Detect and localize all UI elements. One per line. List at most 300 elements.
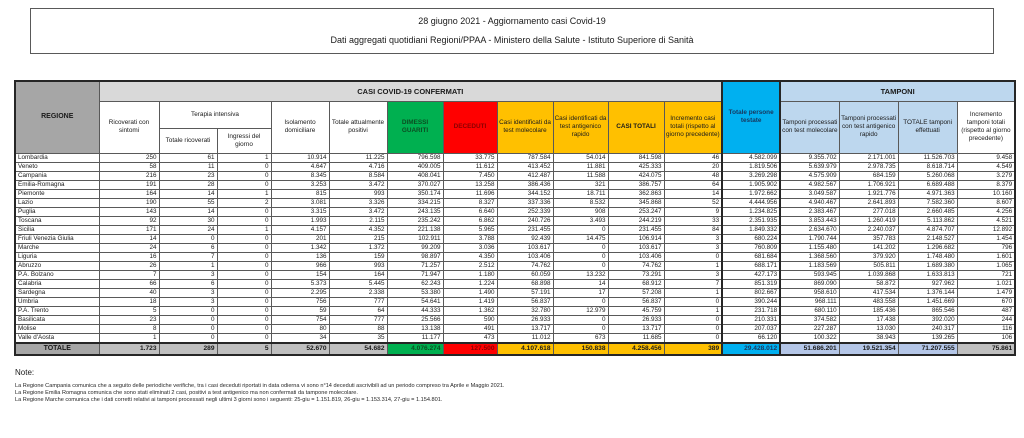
region-name-cell: Friuli Venezia Giulia (15, 234, 99, 243)
table-row (15, 153, 1015, 162)
value-cell: 3 (159, 270, 217, 279)
value-cell: 103.406 (608, 252, 664, 261)
value-cell: 1.039.868 (839, 270, 898, 279)
value-cell: 688.171 (722, 261, 780, 270)
value-cell: 1.376.144 (898, 288, 957, 297)
value-cell: 379.920 (839, 252, 898, 261)
value-cell: 14 (159, 189, 217, 198)
value-cell: 92.439 (497, 234, 553, 243)
table-row (15, 225, 1015, 234)
value-cell: 59 (271, 306, 329, 315)
value-cell: 164 (99, 189, 159, 198)
value-cell: 2.240.037 (839, 225, 898, 234)
table-row (15, 243, 1015, 252)
value-cell: 2.641.893 (839, 198, 898, 207)
value-cell: 53.380 (387, 288, 443, 297)
value-cell: 754 (271, 315, 329, 324)
value-cell: 9 (664, 207, 722, 216)
value-cell: 74.762 (608, 261, 664, 270)
total-value-cell: 51.686.201 (780, 343, 839, 355)
table-row (15, 171, 1015, 180)
region-name-cell: Veneto (15, 162, 99, 171)
value-cell: 18.711 (553, 189, 608, 198)
value-cell: 1.706.921 (839, 180, 898, 189)
value-cell: 3 (159, 297, 217, 306)
value-cell: 8 (99, 324, 159, 333)
column-header-tamponi-antigenico: Tamponi processati con test antigenico rapido (839, 101, 898, 153)
table-row (15, 207, 1015, 216)
value-cell: 0 (553, 297, 608, 306)
value-cell: 13.030 (839, 324, 898, 333)
value-cell: 1.180 (443, 270, 497, 279)
value-cell: 102.911 (387, 234, 443, 243)
value-cell: 2.148.527 (898, 234, 957, 243)
value-cell: 1.419 (443, 297, 497, 306)
total-value-cell: 5 (217, 343, 271, 355)
value-cell: 10.160 (957, 189, 1015, 198)
value-cell: 2.978.735 (839, 162, 898, 171)
value-cell: 33.775 (443, 153, 497, 162)
value-cell: 88 (329, 324, 387, 333)
table-total-row-container (15, 343, 1015, 355)
value-cell: 1.819.506 (722, 162, 780, 171)
value-cell: 215 (329, 234, 387, 243)
group-header-tamponi: TAMPONI (780, 81, 1015, 101)
value-cell: 221.138 (387, 225, 443, 234)
value-cell: 8.618.714 (898, 162, 957, 171)
value-cell: 33 (664, 216, 722, 225)
value-cell: 231.455 (497, 225, 553, 234)
table-row (15, 270, 1015, 279)
value-cell: 3.081 (271, 198, 329, 207)
value-cell: 1.633.813 (898, 270, 957, 279)
value-cell: 9.355.702 (780, 153, 839, 162)
region-name-cell: Liguria (15, 252, 99, 261)
value-cell: 0 (217, 216, 271, 225)
value-cell: 44.333 (387, 306, 443, 315)
value-cell: 1.748.480 (898, 252, 957, 261)
total-value-cell: 75.861 (957, 343, 1015, 355)
value-cell: 13.232 (553, 270, 608, 279)
value-cell: 13.717 (497, 324, 553, 333)
value-cell: 0 (217, 180, 271, 189)
value-cell: 409.005 (387, 162, 443, 171)
value-cell: 14 (553, 279, 608, 288)
value-cell: 231.718 (722, 306, 780, 315)
value-cell: 2 (217, 198, 271, 207)
value-cell: 1.849.332 (722, 225, 780, 234)
value-cell: 244 (957, 315, 1015, 324)
value-cell: 0 (217, 207, 271, 216)
value-cell: 210.331 (722, 315, 780, 324)
value-cell: 4.874.707 (898, 225, 957, 234)
table-row (15, 261, 1015, 270)
value-cell: 1.905.902 (722, 180, 780, 189)
column-header-totale-ricoverati: Totale ricoverati (159, 128, 217, 153)
value-cell: 958.610 (780, 288, 839, 297)
value-cell: 14 (664, 189, 722, 198)
value-cell: 62.243 (387, 279, 443, 288)
column-header-ricoverati-con-sintomi: Ricoverati con sintomi (99, 101, 159, 153)
value-cell: 17.438 (839, 315, 898, 324)
value-cell: 4.716 (329, 162, 387, 171)
value-cell: 57.191 (497, 288, 553, 297)
value-cell: 491 (443, 324, 497, 333)
value-cell: 334.215 (387, 198, 443, 207)
value-cell: 408.041 (387, 171, 443, 180)
value-cell: 3.269.298 (722, 171, 780, 180)
value-cell: 45.759 (608, 306, 664, 315)
value-cell: 1 (664, 261, 722, 270)
value-cell: 0 (217, 162, 271, 171)
value-cell: 3.315 (271, 207, 329, 216)
value-cell: 5.445 (329, 279, 387, 288)
value-cell: 1.490 (443, 288, 497, 297)
total-value-cell: 389 (664, 343, 722, 355)
group-header-casi-confermati: CASI COVID-19 CONFERMATI (99, 81, 722, 101)
report-date-title: 28 giugno 2021 - Aggiornamento casi Covid-19 (418, 16, 606, 26)
value-cell: 185.436 (839, 306, 898, 315)
value-cell: 1.183.569 (780, 261, 839, 270)
value-cell: 26 (99, 261, 159, 270)
value-cell: 2.171.001 (839, 153, 898, 162)
value-cell: 1.362 (443, 306, 497, 315)
value-cell: 52 (664, 198, 722, 207)
value-cell: 6.862 (443, 216, 497, 225)
value-cell: 98.897 (387, 252, 443, 261)
value-cell: 0 (553, 252, 608, 261)
value-cell: 9.458 (957, 153, 1015, 162)
value-cell: 7 (99, 270, 159, 279)
value-cell: 84 (664, 225, 722, 234)
value-cell: 3 (664, 234, 722, 243)
region-name-cell: Marche (15, 243, 99, 252)
value-cell: 417.534 (839, 288, 898, 297)
value-cell: 5 (99, 306, 159, 315)
value-cell: 684.159 (839, 171, 898, 180)
column-header-deceduti: DECEDUTI (443, 101, 497, 153)
value-cell: 1 (159, 261, 217, 270)
value-cell: 908 (553, 207, 608, 216)
value-cell: 0 (664, 315, 722, 324)
value-cell: 46 (664, 153, 722, 162)
value-cell: 0 (159, 333, 217, 343)
value-cell: 207.037 (722, 324, 780, 333)
value-cell: 0 (159, 315, 217, 324)
value-cell: 8.327 (443, 198, 497, 207)
value-cell: 3.326 (329, 198, 387, 207)
value-cell: 1.155.480 (780, 243, 839, 252)
value-cell: 681.684 (722, 252, 780, 261)
table-body (15, 153, 1015, 343)
value-cell: 1.972.662 (722, 189, 780, 198)
region-name-cell: Lombardia (15, 153, 99, 162)
value-cell: 0 (159, 234, 217, 243)
value-cell: 58 (99, 162, 159, 171)
table-row (15, 234, 1015, 243)
value-cell: 3.279 (957, 171, 1015, 180)
value-cell: 760.809 (722, 243, 780, 252)
value-cell: 796.598 (387, 153, 443, 162)
value-cell: 1 (664, 306, 722, 315)
value-cell: 0 (159, 306, 217, 315)
table-row (15, 180, 1015, 189)
value-cell: 4.575.909 (780, 171, 839, 180)
value-cell: 321 (553, 180, 608, 189)
value-cell: 483.558 (839, 297, 898, 306)
value-cell: 473 (443, 333, 497, 343)
value-cell: 60.059 (497, 270, 553, 279)
value-cell: 240.726 (497, 216, 553, 225)
value-cell: 14 (159, 207, 217, 216)
value-cell: 5.965 (443, 225, 497, 234)
value-cell: 0 (217, 279, 271, 288)
value-cell: 201 (271, 234, 329, 243)
value-cell: 0 (217, 315, 271, 324)
value-cell: 374.582 (780, 315, 839, 324)
table-total-row (15, 343, 1015, 355)
value-cell: 2.115 (329, 216, 387, 225)
value-cell: 252.339 (497, 207, 553, 216)
value-cell: 244.219 (608, 216, 664, 225)
value-cell: 8.607 (957, 198, 1015, 207)
value-cell: 56.837 (497, 297, 553, 306)
value-cell: 3.788 (443, 234, 497, 243)
value-cell: 1 (99, 333, 159, 343)
value-cell: 11.012 (497, 333, 553, 343)
covid-data-table (14, 80, 1016, 356)
value-cell: 99.209 (387, 243, 443, 252)
value-cell: 11.526.703 (898, 153, 957, 162)
value-cell: 3 (664, 243, 722, 252)
value-cell: 386.436 (497, 180, 553, 189)
value-cell: 966 (271, 261, 329, 270)
table-row (15, 297, 1015, 306)
total-value-cell: 289 (159, 343, 217, 355)
value-cell: 392.020 (898, 315, 957, 324)
value-cell: 3.036 (443, 243, 497, 252)
value-cell: 190 (99, 198, 159, 207)
value-cell: 20 (664, 162, 722, 171)
notes-heading: Note: (15, 367, 35, 377)
value-cell: 0 (159, 324, 217, 333)
table-row (15, 306, 1015, 315)
value-cell: 0 (217, 297, 271, 306)
total-label-cell: TOTALE (15, 343, 99, 355)
value-cell: 5.113.862 (898, 216, 957, 225)
value-cell: 4.444.956 (722, 198, 780, 207)
value-cell: 38.943 (839, 333, 898, 343)
value-cell: 0 (217, 288, 271, 297)
value-cell: 159 (329, 252, 387, 261)
value-cell: 35 (329, 333, 387, 343)
value-cell: 23 (159, 171, 217, 180)
value-cell: 4.582.099 (722, 153, 780, 162)
report-subtitle: Dati aggregati quotidiani Regioni/PPAA - Ministero della Salute - Istituto Superiore di Sanità (330, 35, 694, 45)
value-cell: 7.582.360 (898, 198, 957, 207)
value-cell: 0 (553, 225, 608, 234)
value-cell: 235.242 (387, 216, 443, 225)
value-cell: 1.601 (957, 252, 1015, 261)
table-row (15, 324, 1015, 333)
value-cell: 4.256 (957, 207, 1015, 216)
value-cell: 8.584 (329, 171, 387, 180)
value-cell: 1.224 (443, 279, 497, 288)
column-header-totale-tamponi: TOTALE tamponi effettuati (898, 101, 957, 153)
value-cell: 1.479 (957, 288, 1015, 297)
value-cell: 4.350 (443, 252, 497, 261)
value-cell: 2.660.485 (898, 207, 957, 216)
value-cell: 4.971.363 (898, 189, 957, 198)
value-cell: 143 (99, 207, 159, 216)
column-header-totale-persone-testate: Totale persone testate (722, 81, 780, 153)
total-value-cell: 4.076.274 (387, 343, 443, 355)
value-cell: 993 (329, 261, 387, 270)
table-row (15, 279, 1015, 288)
column-header-totale-attualmente-positivi: Totale attualmente positivi (329, 101, 387, 153)
value-cell: 1.993 (271, 216, 329, 225)
value-cell: 337.336 (497, 198, 553, 207)
value-cell: 5.373 (271, 279, 329, 288)
value-cell: 6 (159, 243, 217, 252)
value-cell: 350.174 (387, 189, 443, 198)
value-cell: 424.075 (608, 171, 664, 180)
value-cell: 593.945 (780, 270, 839, 279)
table-row (15, 189, 1015, 198)
value-cell: 841.598 (608, 153, 664, 162)
value-cell: 0 (553, 243, 608, 252)
value-cell: 0 (553, 315, 608, 324)
value-cell: 787.584 (497, 153, 553, 162)
value-cell: 4.549 (957, 162, 1015, 171)
total-value-cell: 54.682 (329, 343, 387, 355)
value-cell: 2.512 (443, 261, 497, 270)
value-cell: 11.685 (608, 333, 664, 343)
column-header-ingressi-del-giorno: Ingressi del giorno (217, 128, 271, 153)
value-cell: 164 (329, 270, 387, 279)
value-cell: 1 (217, 189, 271, 198)
value-cell: 54.641 (387, 297, 443, 306)
value-cell: 250 (99, 153, 159, 162)
value-cell: 0 (217, 234, 271, 243)
value-cell: 680.224 (722, 234, 780, 243)
value-cell: 3 (664, 270, 722, 279)
value-cell: 68.898 (497, 279, 553, 288)
value-cell: 277.018 (839, 207, 898, 216)
value-cell: 64 (664, 180, 722, 189)
value-cell: 66.120 (722, 333, 780, 343)
total-value-cell: 4.107.618 (497, 343, 553, 355)
value-cell: 673 (553, 333, 608, 343)
value-cell: 80 (271, 324, 329, 333)
value-cell: 68.912 (608, 279, 664, 288)
value-cell: 11.696 (443, 189, 497, 198)
note-line-campania: La Regione Campania comunica che a seguito delle periodiche verifiche, tra i casi deceduti riportati in data odierna vi sono n°14 deceduti ascrivibili ad un periodo compreso tra Aprile e Maggio 2021. (15, 382, 505, 389)
value-cell: 3 (159, 288, 217, 297)
value-cell: 11 (159, 162, 217, 171)
value-cell: 796 (957, 243, 1015, 252)
region-name-cell: Basilicata (15, 315, 99, 324)
column-header-casi-totali: CASI TOTALI (608, 101, 664, 153)
value-cell: 0 (217, 324, 271, 333)
value-cell: 0 (664, 324, 722, 333)
value-cell: 4.521 (957, 216, 1015, 225)
value-cell: 23 (99, 315, 159, 324)
value-cell: 6 (159, 279, 217, 288)
note-line-marche: La Regione Marche comunica che i dati corretti relativi ai tamponi processati negli ultimi 3 giorni sono i seguenti: 25-giu = 1.151.819, 26-giu = 1.153.314, 27-giu = 1.154.801. (15, 396, 443, 403)
value-cell: 3.049.587 (780, 189, 839, 198)
table-row (15, 198, 1015, 207)
region-name-cell: Campania (15, 171, 99, 180)
table-row (15, 252, 1015, 261)
value-cell: 6.640 (443, 207, 497, 216)
region-name-cell: Calabria (15, 279, 99, 288)
value-cell: 0 (217, 261, 271, 270)
value-cell: 756 (271, 297, 329, 306)
value-cell: 100.322 (780, 333, 839, 343)
value-cell: 3.472 (329, 207, 387, 216)
value-cell: 0 (217, 243, 271, 252)
value-cell: 7.450 (443, 171, 497, 180)
value-cell: 2.383.467 (780, 207, 839, 216)
value-cell: 6.689.488 (898, 180, 957, 189)
value-cell: 2.351.935 (722, 216, 780, 225)
value-cell: 2.338 (329, 288, 387, 297)
value-cell: 721 (957, 270, 1015, 279)
value-cell: 26.933 (497, 315, 553, 324)
value-cell: 7 (159, 252, 217, 261)
value-cell: 92 (99, 216, 159, 225)
value-cell: 386.757 (608, 180, 664, 189)
value-cell: 1.296.682 (898, 243, 957, 252)
value-cell: 227.287 (780, 324, 839, 333)
value-cell: 141.202 (839, 243, 898, 252)
region-name-cell: Valle d'Aosta (15, 333, 99, 343)
value-cell: 71.947 (387, 270, 443, 279)
value-cell: 1 (664, 288, 722, 297)
value-cell: 17 (553, 288, 608, 297)
value-cell: 7 (664, 279, 722, 288)
value-cell: 412.487 (497, 171, 553, 180)
column-header-dimessi-guariti: DIMESSI GUARITI (387, 101, 443, 153)
value-cell: 4.982.567 (780, 180, 839, 189)
value-cell: 4.647 (271, 162, 329, 171)
value-cell: 30 (159, 216, 217, 225)
value-cell: 390.244 (722, 297, 780, 306)
value-cell: 487 (957, 306, 1015, 315)
note-line-emilia-romagna: La Regione Emilia Romagna comunica che sono stati eliminati 2 casi, positivi a test antigenico ma non confermati da tampone molecolare. (15, 389, 358, 396)
column-header-isolamento-domiciliare: Isolamento domiciliare (271, 101, 329, 153)
value-cell: 1.790.744 (780, 234, 839, 243)
region-name-cell: Emilia-Romagna (15, 180, 99, 189)
column-header-incremento-casi-totali: Incremento casi totali (rispetto al giorno precedente) (664, 101, 722, 153)
notes-section (15, 368, 1024, 405)
value-cell: 993 (329, 189, 387, 198)
value-cell: 968.111 (780, 297, 839, 306)
value-cell: 5.639.979 (780, 162, 839, 171)
value-cell: 231.455 (608, 225, 664, 234)
value-cell: 869.090 (780, 279, 839, 288)
value-cell: 0 (664, 252, 722, 261)
value-cell: 103.406 (497, 252, 553, 261)
total-value-cell: 52.670 (271, 343, 329, 355)
value-cell: 8.345 (271, 171, 329, 180)
value-cell: 58.872 (839, 279, 898, 288)
value-cell: 26.933 (608, 315, 664, 324)
region-name-cell: Piemonte (15, 189, 99, 198)
value-cell: 505.811 (839, 261, 898, 270)
value-cell: 5.260.068 (898, 171, 957, 180)
